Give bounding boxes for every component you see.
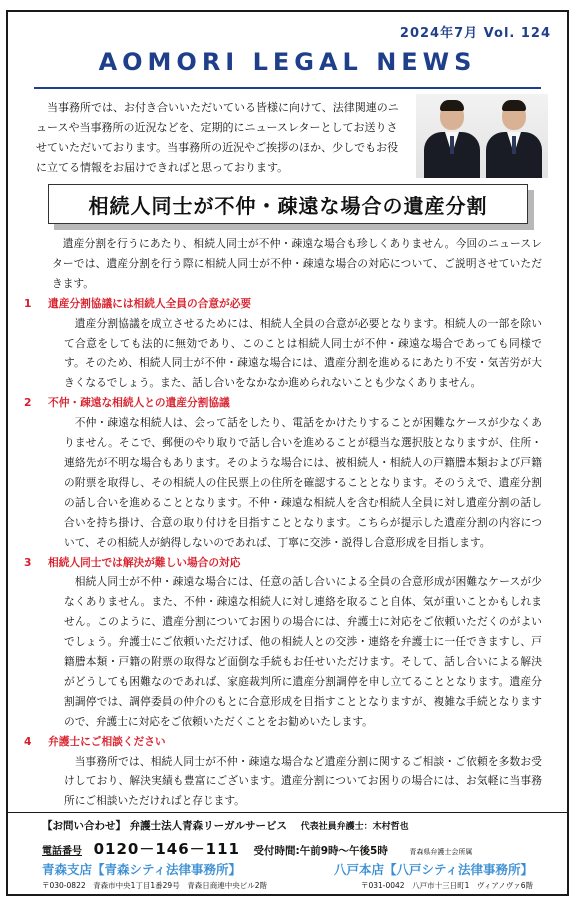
tel-label: 電話番号 [42,846,82,857]
section-body-2: 不仲・疎遠な相続人は、会って話をしたり、電話をかけたりすることが困難なケースが少なくありません。そこで、郵便のやり取りで話し合いを進めることが穏当な選択肢となりますが、住所・連絡先が不明な場合もあります。そのような場合には、被相続人・相続人の戸籍謄本類および戸籍の附票を取得し、その相続人の住民票上の住所を確認することとなります。そのうえで、遺産分割の話し合いを進めることとなります。不仲・疎遠な相続人を含む相続人全員に対し遺産分割の話し合いを持ち掛け、合意の取り付けを目指すこととなります。こちらが提示した遺産分割の内容について、その相続人が納得しないのであれば、丁寧に交渉・説得し合意形成を目指します。 [64,416,542,549]
branch-hachinohe: 八戸本店【八戸シティ法律事務所】 [333,862,533,877]
section-body-1: 遺産分割協議を成立させるためには、相続人全員の合意が必要となります。相続人の一部を除いて合意をしても法的に無効であり、このことは相続人同士が不仲・疎遠な場合であっても同様です。そのため、相続人同士が不仲・疎遠な場合には、遺産分割を進めるにあたり不安・気苦労が大きくなるでしょう。また、話し合いをなかなか進められないことも少なくありません。 [64,316,542,390]
section-heading-4: 4 弁護士にご相談ください [24,734,166,748]
masthead-title: AOMORI LEGAL NEWS [98,48,477,76]
contact-heading [42,818,409,833]
article-body [24,234,542,811]
branch-names [42,860,533,878]
section-body-3: 相続人同士が不仲・疎遠な場合には、任意の話し合いによる全員の合意形成が困難なケースが少なくありません。また、不仲・疎遠な相続人に対し連絡を取ること自体、気が重いことかもしれません。このように、遺産分割についてお困りの場合には、弁護士に対応をご依頼いただくのがよいでしょう。弁護士にご依頼いただけば、他の相続人との交渉・連絡を弁護士に一任できますし、戸籍謄本類・戸籍の附票の取得など面倒な手続もお任せいただけます。そして、話し合いによる解決がどうしても困難なのであれば、家庭裁判所に遺産分割調停を申し立てることとなります。遺産分割調停では、調停委員の仲介のもとに合意形成を目指すこととなりますが、複雑な手続となりますので、弁護士に対応をご依頼いただくことをお勧めいたします。 [64,575,542,728]
branch-addresses [42,880,533,891]
branch-aomori: 青森支店【青森シティ法律事務所】 [42,862,242,877]
section-heading-2: 2 不仲・疎遠な相続人との遺産分割協議 [24,396,230,410]
section-heading-1: 1 遺産分割協議には相続人全員の合意が必要 [24,296,252,310]
article-lead: 遺産分割を行うにあたり、相続人同士が不仲・疎遠な場合も珍しくありません。今回のニュースレターでは、遺産分割を行う際に相続人同士が不仲・疎遠な場合の対応について、ご説明させていただきます。 [52,237,542,290]
bar-association: 青森県弁護士会所属 [409,848,473,856]
masthead-divider [34,87,541,89]
lawyer-portrait-right [484,94,544,178]
newsletter-page [6,10,569,896]
representative: 代表社員弁護士：木村哲也 [300,822,409,832]
article-title: 相続人同士が不仲・疎遠な場合の遺産分割 [48,184,528,224]
lawyer-portrait-left [422,94,482,178]
issue-number: 2024年7月 Vol. 124 [399,26,551,41]
phone-line [42,838,472,859]
intro-paragraph: 当事務所では、お付き合いいただいている皆様に向けて、法律関連のニュースや当事務所の近況などを、定期的にニュースレターとしてお送りさせていただいております。当事務所の近況やご挨拶のほか、少しでもお役に立てる情報をお届けできればと思っております。 [36,101,399,174]
office-hours: 受付時間:午前9時～午後5時 [253,845,388,857]
section-heading-3: 3 相続人同士では解決が難しい場合の対応 [24,555,241,569]
address-aomori: 〒030-0822 青森市中央1丁目1番29号 青森日商連中央ビル2階 [42,881,267,890]
tel-number[interactable]: 0120－146－111 [93,840,240,858]
address-hachinohe: 〒031-0042 八戸市十三日町1 ヴィアノヴァ6階 [360,881,533,890]
lawyers-photo [416,94,548,178]
firm-name: 【お問い合わせ】 弁護士法人青森リーガルサービス [42,820,287,832]
section-body-4: 当事務所では、相続人同士が不仲・疎遠な場合など遺産分割に関するご相談・ご依頼を多数お受けしており、解決実績も豊富にございます。遺産分割についてお困りの場合には、お気軽に当事務所にご相談いただければと存じます。 [64,754,542,808]
footer-divider [8,812,567,813]
